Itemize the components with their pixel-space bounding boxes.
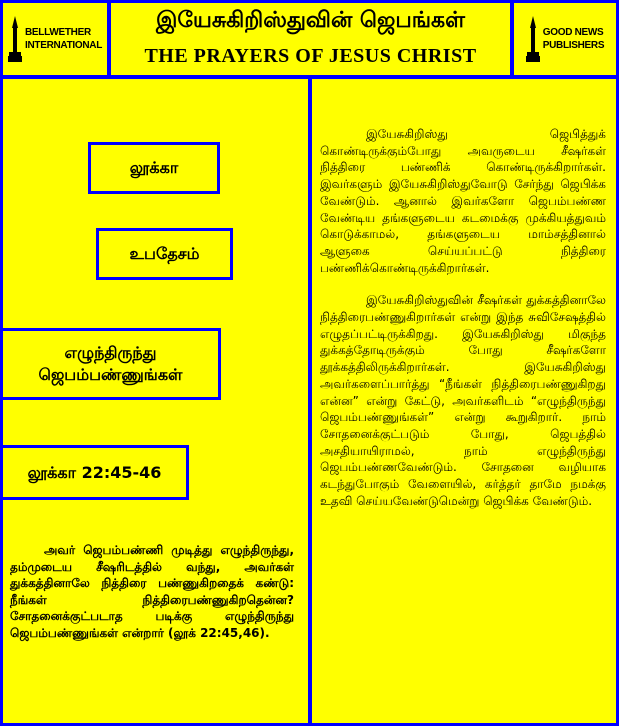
title-box bbox=[108, 0, 513, 78]
logo-line-1: GOOD NEWS bbox=[542, 27, 604, 38]
luke-label: லூக்கா bbox=[129, 158, 179, 177]
bellwether-logo bbox=[3, 3, 107, 75]
scripture-reference-link[interactable] bbox=[0, 445, 189, 500]
lamp-stand-icon bbox=[8, 16, 22, 62]
scripture-passage: அவர் ஜெபம்பண்ணி முடித்து எழுந்திருந்து, தம்முடைய சீஷரிடத்தில் வந்து, அவர்கள் துக்கத்தினாலே நித்திரை பண்ணுகிறதைக் கண்டு: நீங்கள் நித்திரைபண்ணுகிறதென்ன? சோதனைக்குட்படாத படிக்கு எழுந்திருந்து ஜெபம்பண்ணுங்கள் என்றார் (லூக் 22:45,46). bbox=[10, 543, 294, 640]
commentary-paragraph-1: இயேசுகிறிஸ்து ஜெபித்துக் கொண்டிருக்கும்போது அவருடைய சீஷர்கள் நித்திரை பண்ணிக் கொண்டிருக்கிறார்கள். இவர்களும் இயேசுகிறிஸ்துவோடு சேர்ந்து ஜெபிக்க வேண்டும். ஆனால் இவர்களோ ஜெபம்பண்ண வேண்டிய தங்களுடைய கடமைக்கு முக்கியத்துவம் கொடுக்காமல், தங்களுடைய மாம்சத்தினால் ஆளுகை செய்யப்பட்டு நித்திரை பண்ணிக்கொண்டிருக்கிறார்கள். bbox=[320, 127, 606, 275]
pray-label: ஜெபம்பண்ணுங்கள் bbox=[38, 365, 183, 384]
lamp-stand-icon bbox=[526, 16, 540, 62]
teaching-label: உபதேசம் bbox=[129, 244, 200, 263]
left-logo-box bbox=[0, 0, 110, 78]
rise-label: எழுந்திருந்து bbox=[64, 343, 157, 362]
rise-and-pray-link[interactable] bbox=[0, 328, 221, 400]
commentary-paragraph-2: இயேசுகிறிஸ்துவின் சீஷர்கள் துக்கத்தினாலே நித்திரைபண்ணுகிறார்கள் என்று இந்த சுவிசேஷத்தில் எழுதப்பட்டிருக்கிறது. இயேசுகிறிஸ்து மிகுந்த துக்கத்தோடிருக்கும் போது சீஷர்களோ தூக்கத்திலிருக்கிறார்கள். இயேசுகிறிஸ்து அவர்களைப்பார்த்து “நீங்கள் நித்திரைபண்ணுகிறது என்ன” என்று கேட்டு, அவர்களிடம் “எழுந்திருந்து ஜெபம்பண்ணுங்கள்” என்று கூறுகிறார். நாம் சோதனைக்குட்படும் போது, ஜெபத்தில் அசதியாயிராமல், நாம் எழுந்திருந்து ஜெபம்பண்ணவேண்டும். சோதனை வழியாக கடந்துபோகும் வேளையில், கர்த்தர் தாமே நமக்கு உதவி செய்யவேண்டுமென்று ஜெபிக்க வேண்டும். bbox=[320, 293, 606, 508]
logo-line-2: INTERNATIONAL bbox=[24, 40, 103, 51]
teaching-link[interactable] bbox=[96, 228, 233, 280]
luke-link[interactable] bbox=[88, 142, 220, 194]
english-title: THE PRAYERS OF JESUS CHRIST bbox=[144, 45, 477, 67]
reference-label: லூக்கா 22:45-46 bbox=[27, 462, 162, 482]
logo-line-2: PUBLISHERS bbox=[542, 40, 605, 51]
commentary bbox=[320, 126, 606, 525]
tamil-title: இயேசுகிறிஸ்துவின் ஜெபங்கள் bbox=[156, 8, 465, 33]
logo-line-1: BELLWETHER bbox=[24, 27, 91, 38]
good-news-logo bbox=[514, 3, 616, 75]
right-logo-box bbox=[511, 0, 619, 78]
